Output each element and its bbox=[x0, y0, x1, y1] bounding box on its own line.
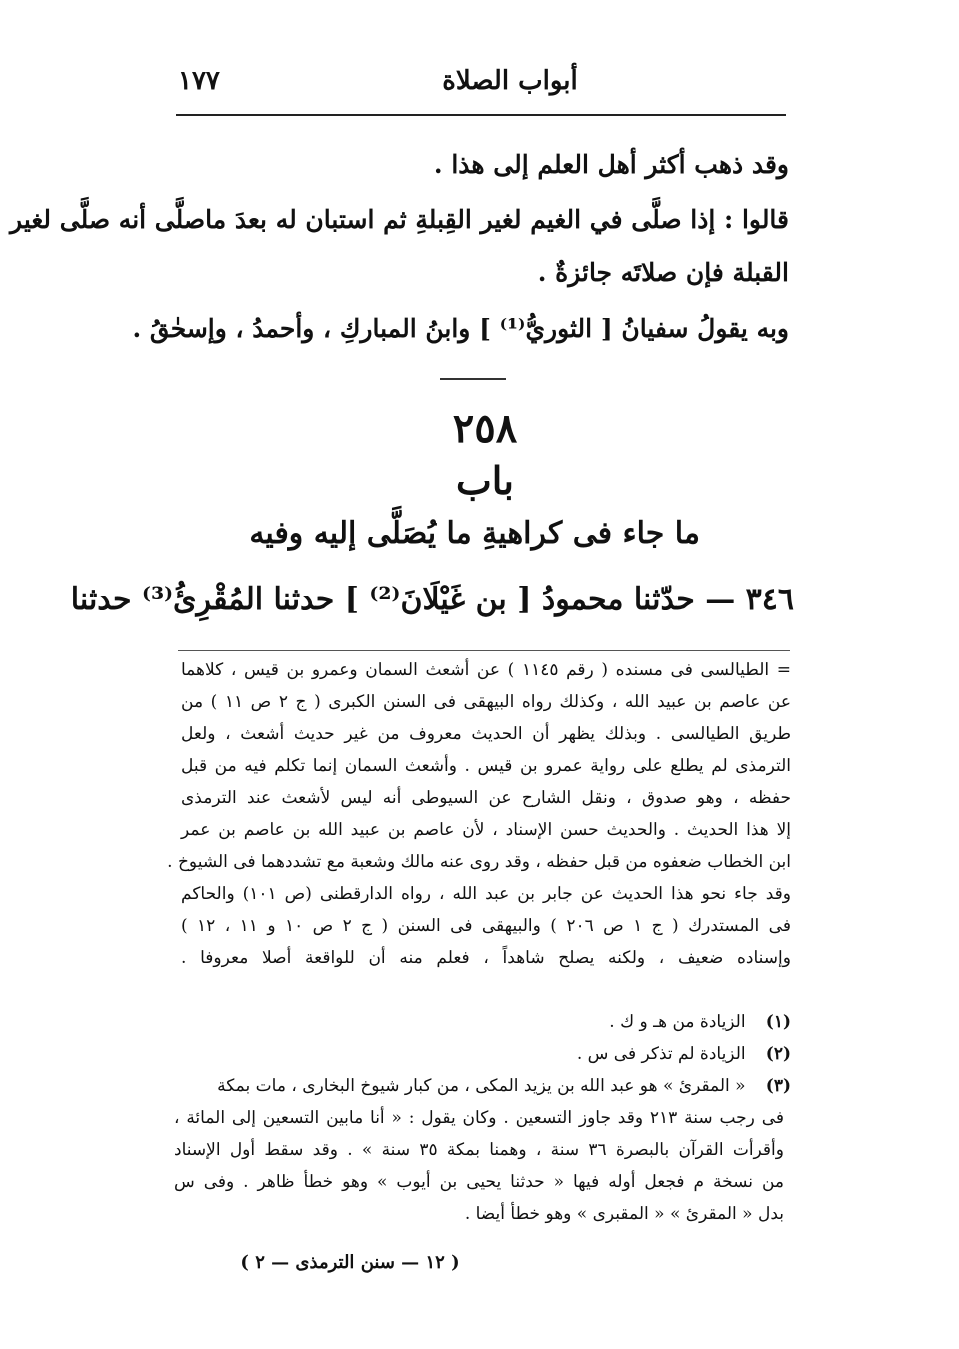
signature-footer: ( ١٢ — سنن الترمذى — ٢ ) bbox=[240, 1252, 460, 1273]
footnote-1 bbox=[176, 1012, 791, 1032]
body-line: وقد ذهب أكثر أهل العلم إلى هذا . bbox=[433, 150, 789, 179]
chapter-number: ٢٥٨ bbox=[452, 405, 518, 452]
note-line: إلا هذا الحديث . والحديث حسن الإسناد ، لأن عاصم بن عبيد الله بن عاصم بن عمر bbox=[181, 820, 791, 840]
note-line: حفظه ، وهو صدوق ، ونقل الشارح عن السيوطى أنه ليس لأشعث عند الترمذى bbox=[181, 788, 791, 808]
footnote-2 bbox=[176, 1044, 791, 1064]
section-divider bbox=[440, 378, 506, 380]
page-number: ١٧٧ bbox=[178, 66, 220, 96]
footnote-3 bbox=[176, 1076, 791, 1096]
footnote-mark: (٣) bbox=[765, 1076, 791, 1096]
footnote-3-line: وأقرأت القرآن بالبصرة ٣٦ سنة ، وهمنا بمكة ٣٥ سنة » . وقد سقط أول الإسناد bbox=[174, 1140, 784, 1160]
footnote-mark: (١) bbox=[765, 1012, 791, 1032]
body-line: قالوا : إذا صلَّى في الغيم لغير القِبلةِ ثم استبان له بعدَ ماصلَّى أنه صلَّى لغير bbox=[10, 205, 789, 234]
footnote-mark: (٢) bbox=[765, 1044, 791, 1064]
footnote-text: الزيادة لم تذكر فى س . bbox=[576, 1044, 746, 1064]
note-line: ابن الخطاب ضعفوه من قبل حفظه ، وقد روى عنه مالك وشعبة مع تشددهما فى الشيوخ . bbox=[167, 852, 791, 872]
footnote-text: « المقرئ » هو عبد الله بن يزيد المكى ، من كبار شيوخ البخارى ، مات بمكة bbox=[217, 1076, 746, 1096]
note-line: طريق الطيالسى . وبذلك يظهر أن الحديث معروف من غير حديث أشعث ، ولعل bbox=[181, 724, 791, 744]
note-line: فى المستدرك ( ج ١ ص ٢٠٦ ) والبيهقى فى السنن ( ج ٢ ص ١٠ و ١١ ، ١٢ ) bbox=[181, 916, 791, 936]
body-line: وبه يقولُ سفيانُ [ الثوريُّ⁽¹⁾ ] وابنُ المباركِ ، وأحمدُ ، وإسحٰقُ . bbox=[132, 314, 789, 343]
hadith-opening-line: ٣٤٦ — حدّثنا محمودُ [ بن غَيْلَانَ⁽²⁾ ] حدثنا المُقْرِئُ⁽³⁾ حدثنا bbox=[70, 582, 794, 617]
chapter-bab: باب bbox=[456, 458, 514, 503]
running-header-title: أبواب الصلاة bbox=[442, 66, 578, 96]
chapter-title: ما جاء فى كراهيةِ ما يُصَلَّى إليه وفيه bbox=[249, 516, 700, 551]
notes-rule bbox=[178, 650, 790, 651]
footnote-3-line: من نسخة م فجعل أوله فيها « حدثنا يحيى بن أيوب » وهو خطأ ظاهر . وفى س bbox=[174, 1172, 784, 1192]
note-line: وقد جاء نحو هذا الحديث عن جابر بن عبد الله ، رواه الدارقطنى (ص ١٠١) والحاكم bbox=[181, 884, 791, 904]
header-rule bbox=[176, 114, 786, 116]
note-line: = الطيالسى فى مسنده ( رقم ١١٤٥ ) عن أشعث السمان وعمرو بن قيس ، كلاهما bbox=[181, 660, 792, 680]
note-line: عن عاصم بن عبيد الله ، وكذلك رواه البيهقى فى السنن الكبرى ( ج ٢ ص ١١ ) من bbox=[181, 692, 791, 712]
footnote-3-line: فى رجب سنة ٢١٣ وقد جاوز التسعين . وكان يقول : « أنا مابين التسعين إلى المائة ، bbox=[174, 1108, 784, 1128]
footnote-text: الزيادة من هـ و ك . bbox=[609, 1012, 746, 1032]
footnote-3-line: بدل « المقرئ » « المقبرى » وهو خطأ أيضا . bbox=[464, 1204, 784, 1224]
note-line: الترمذى لم يطلع على رواية عمرو بن قيس . وأشعث السمان إنما تكلم فيه من قبل bbox=[181, 756, 791, 776]
note-line: وإسناده ضعيف ، ولكنه يصلح شاهداً ، فعلم منه أن للواقعة أصلا معروفا . bbox=[181, 948, 791, 968]
body-line: القبلة فإن صلاتَه جائزةٌ . bbox=[537, 258, 789, 287]
